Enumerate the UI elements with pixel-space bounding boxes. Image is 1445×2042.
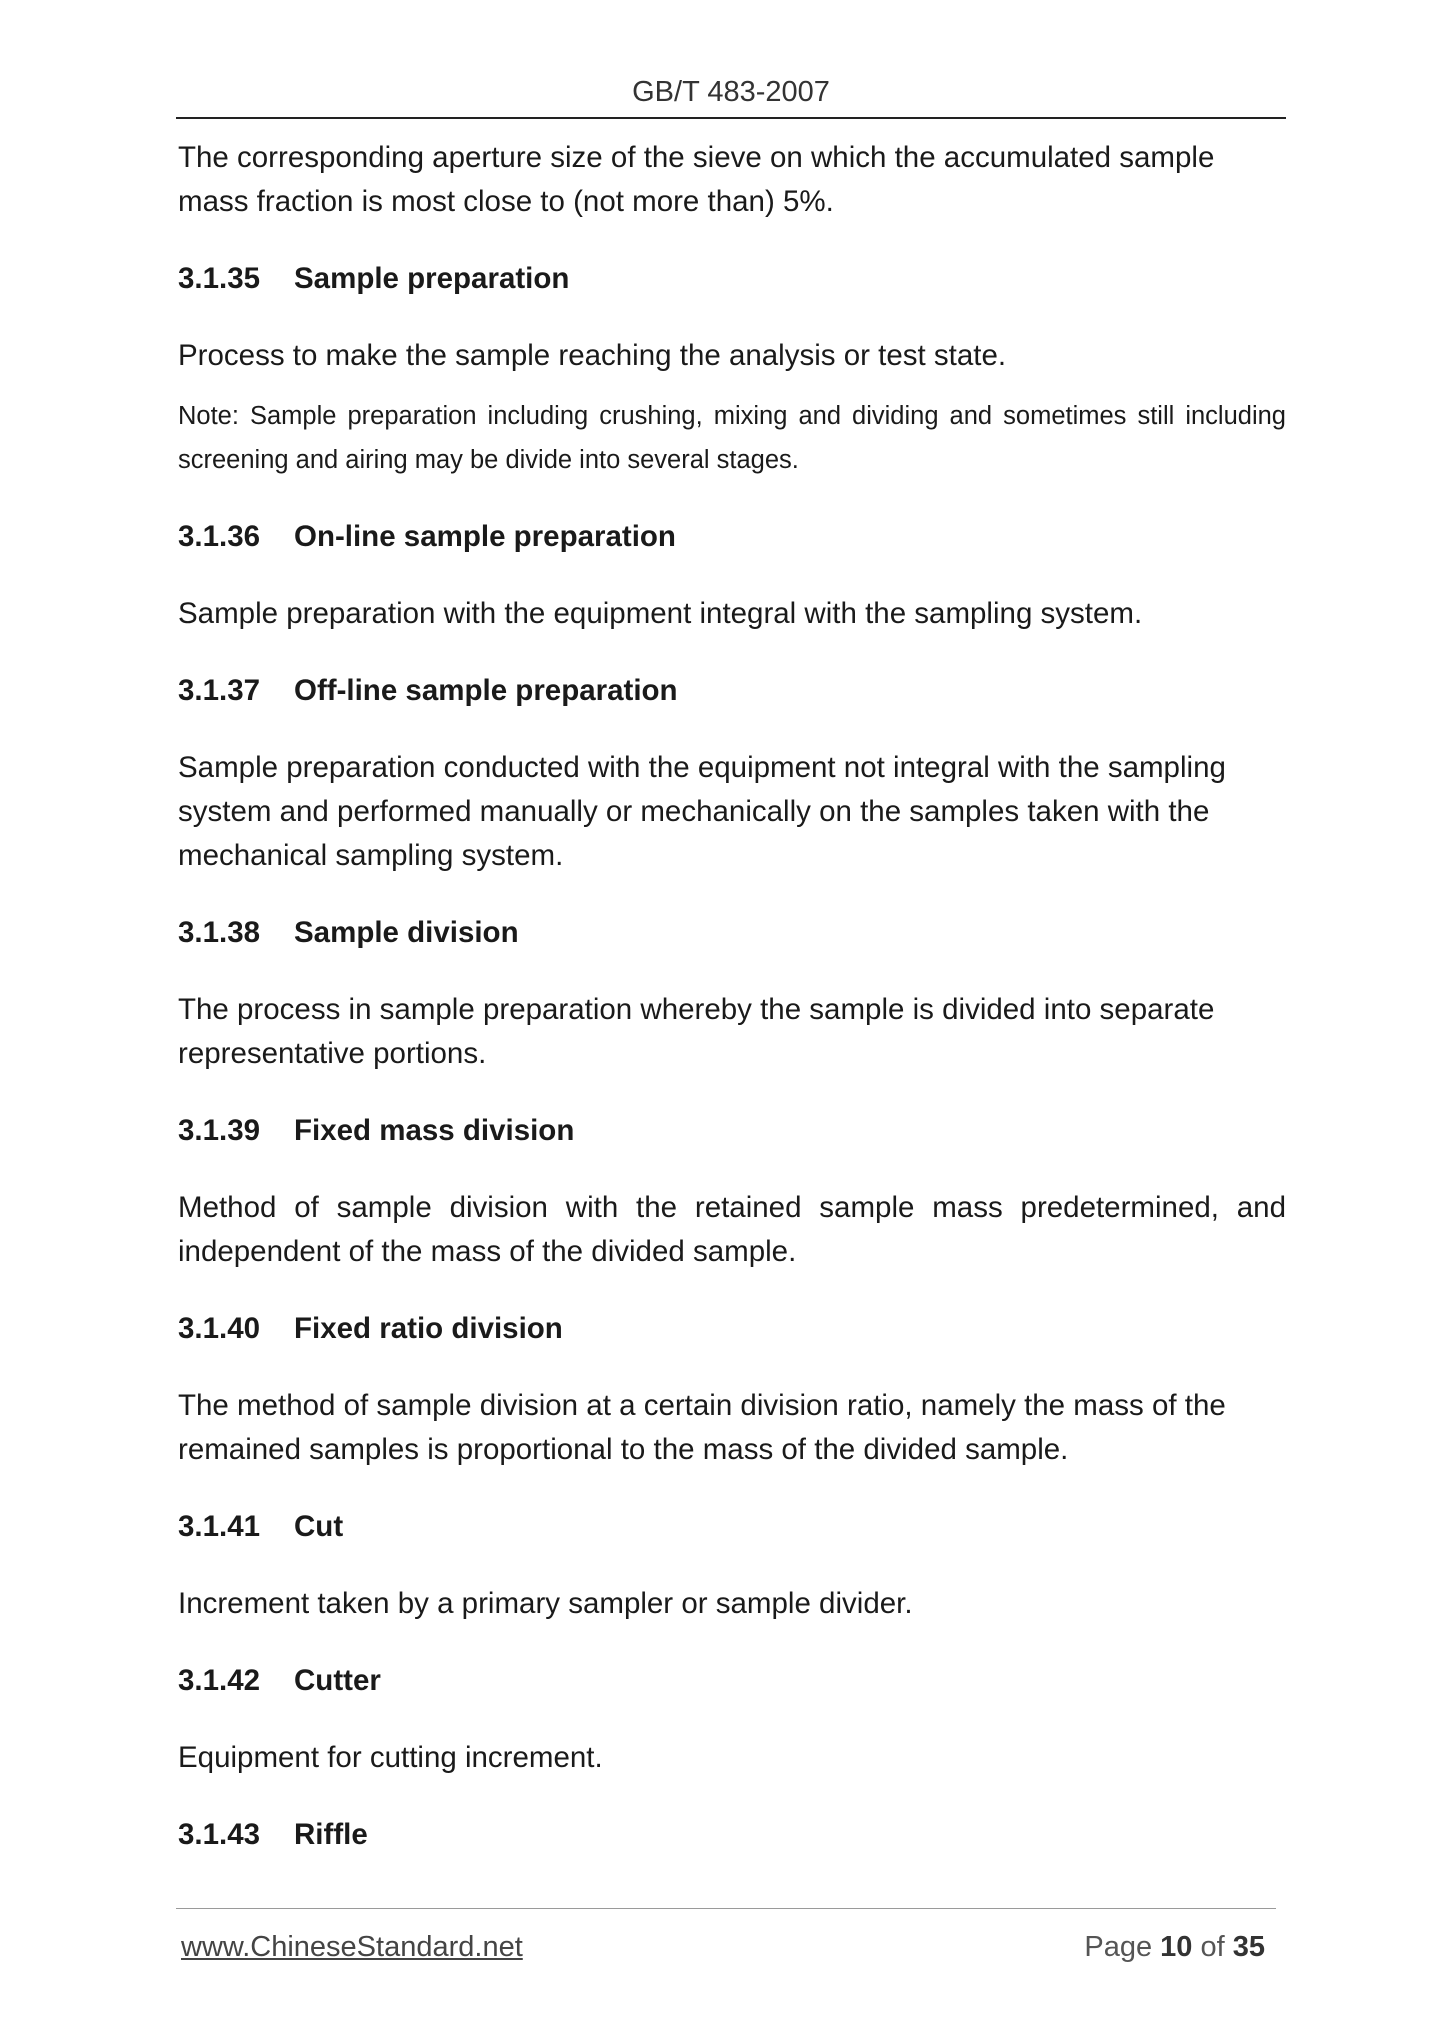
- section-number: 3.1.40: [178, 1312, 261, 1345]
- page-word: Page: [1084, 1931, 1153, 1963]
- section-title: Sample division: [294, 916, 519, 949]
- definition-paragraph: Increment taken by a primary sampler or sample divider.: [178, 1587, 913, 1620]
- header-divider: [176, 117, 1286, 119]
- page-indicator: [1084, 1931, 1265, 1964]
- definition-paragraph: Process to make the sample reaching the analysis or test state.: [178, 339, 1007, 372]
- website-link[interactable]: www.ChineseStandard.net: [181, 1931, 523, 1963]
- section-title: On-line sample preparation: [294, 520, 676, 553]
- section-heading-3-1-43: [178, 1813, 1286, 1857]
- section-number: 3.1.39: [178, 1114, 261, 1147]
- definition-paragraph: The method of sample division at a certain division ratio, namely the mass of the remained samples is proportional to the mass of the divided sample.: [178, 1389, 1226, 1466]
- section-title: Riffle: [294, 1818, 368, 1851]
- section-heading-3-1-41: [178, 1505, 1286, 1549]
- definition-paragraph: Sample preparation conducted with the equipment not integral with the sampling system and performed manually or mechanically on the samples taken with the mechanical sampling system.: [178, 751, 1226, 872]
- section-heading-3-1-39: [178, 1109, 1286, 1153]
- section-number: 3.1.36: [178, 520, 261, 553]
- section-title: Sample preparation: [294, 262, 570, 295]
- section-title: Cutter: [294, 1664, 381, 1697]
- section-number: 3.1.43: [178, 1818, 261, 1851]
- section-heading-3-1-36: [178, 515, 1286, 559]
- section-title: Off-line sample preparation: [294, 674, 678, 707]
- section-number: 3.1.37: [178, 674, 261, 707]
- section-title: Fixed mass division: [294, 1114, 575, 1147]
- definition-paragraph: Sample preparation with the equipment integral with the sampling system.: [178, 597, 1143, 630]
- page-of-word: of: [1200, 1931, 1225, 1963]
- intro-paragraph: The corresponding aperture size of the sieve on which the accumulated sample mass fraction is most close to (not more than) 5%.: [178, 141, 1215, 218]
- document-header: GB/T 483-2007: [632, 76, 830, 108]
- section-title: Fixed ratio division: [294, 1312, 563, 1345]
- section-heading-3-1-35: [178, 257, 1286, 301]
- section-heading-3-1-40: [178, 1307, 1286, 1351]
- definition-paragraph: The process in sample preparation whereby the sample is divided into separate representative portions.: [178, 993, 1215, 1070]
- footer-divider: [176, 1908, 1276, 1909]
- section-heading-3-1-38: [178, 911, 1286, 955]
- section-number: 3.1.41: [178, 1510, 261, 1543]
- section-number: 3.1.38: [178, 916, 261, 949]
- definition-paragraph: Method of sample division with the retained sample mass predetermined, and independent of the mass of the divided sample.: [178, 1191, 1286, 1268]
- note-paragraph: Note: Sample preparation including crushing, mixing and dividing and sometimes still including screening and airing may be divide into several stages.: [178, 402, 1286, 474]
- section-title: Cut: [294, 1510, 344, 1543]
- section-heading-3-1-42: [178, 1659, 1286, 1703]
- document-body: [178, 136, 1286, 1857]
- page-total: 35: [1232, 1931, 1265, 1963]
- page-current: 10: [1160, 1931, 1193, 1963]
- section-heading-3-1-37: [178, 669, 1286, 713]
- section-number: 3.1.42: [178, 1664, 261, 1697]
- definition-paragraph: Equipment for cutting increment.: [178, 1741, 603, 1774]
- section-number: 3.1.35: [178, 262, 261, 295]
